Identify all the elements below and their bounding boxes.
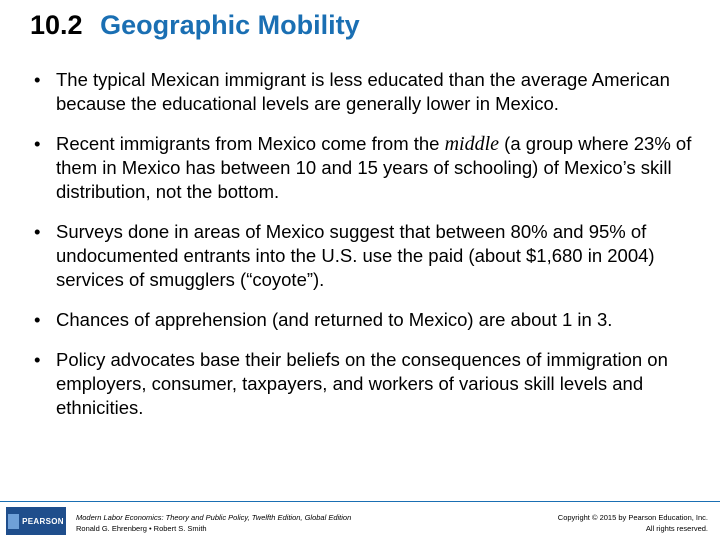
- bullet-text-post: (a group where 23% of them in Mexico has between 10 and 15 years of schooling) of Mexico’s skill distribution, not the bottom.: [56, 133, 692, 202]
- bullet-item: [30, 220, 710, 292]
- citation-authors: Ronald G. Ehrenberg • Robert S. Smith: [76, 524, 207, 533]
- bullet-text: Surveys done in areas of Mexico suggest that between 80% and 95% of undocumented entrants into the U.S. use the paid (about $1,680 in 2004) services of smugglers (“coyote”).: [56, 221, 655, 290]
- bullet-text: Chances of apprehension (and returned to Mexico) are about 1 in 3.: [56, 309, 613, 330]
- citation-title: Modern Labor Economics: Theory and Public Policy, Twelfth Edition, Global Edition: [76, 513, 352, 522]
- copyright-line-1: Copyright © 2015 by Pearson Education, Inc.: [557, 513, 708, 522]
- bullet-text-pre: Recent immigrants from Mexico come from the: [56, 133, 445, 154]
- bullet-marker: •: [34, 69, 41, 90]
- copyright-line-2: All rights reserved.: [645, 524, 708, 533]
- pearson-logo-icon: [8, 514, 19, 529]
- bullet-marker: •: [34, 349, 41, 370]
- bullet-list: [30, 68, 710, 436]
- bullet-item: [30, 308, 710, 332]
- book-citation: [76, 512, 351, 534]
- bullet-text: The typical Mexican immigrant is less educated than the average American because the educational levels are generally lower in Mexico.: [56, 69, 670, 114]
- bullet-item: [30, 68, 710, 116]
- title-text: Geographic Mobility: [100, 10, 360, 40]
- bullet-marker: •: [34, 221, 41, 242]
- bullet-marker: •: [34, 309, 41, 330]
- pearson-logo: [6, 507, 66, 535]
- footer-divider: [0, 501, 720, 502]
- pearson-logo-text: PEARSON: [22, 516, 64, 526]
- bullet-item: [30, 348, 710, 420]
- section-number: 10.2: [30, 10, 83, 40]
- bullet-emphasis: middle: [444, 133, 500, 155]
- bullet-item: [30, 132, 710, 204]
- slide-title: [30, 10, 360, 41]
- bullet-text: Policy advocates base their beliefs on the consequences of immigration on employers, consumer, taxpayers, and workers of various skill levels and ethnicities.: [56, 349, 668, 418]
- copyright-notice: [558, 512, 708, 534]
- bullet-marker: •: [34, 133, 41, 154]
